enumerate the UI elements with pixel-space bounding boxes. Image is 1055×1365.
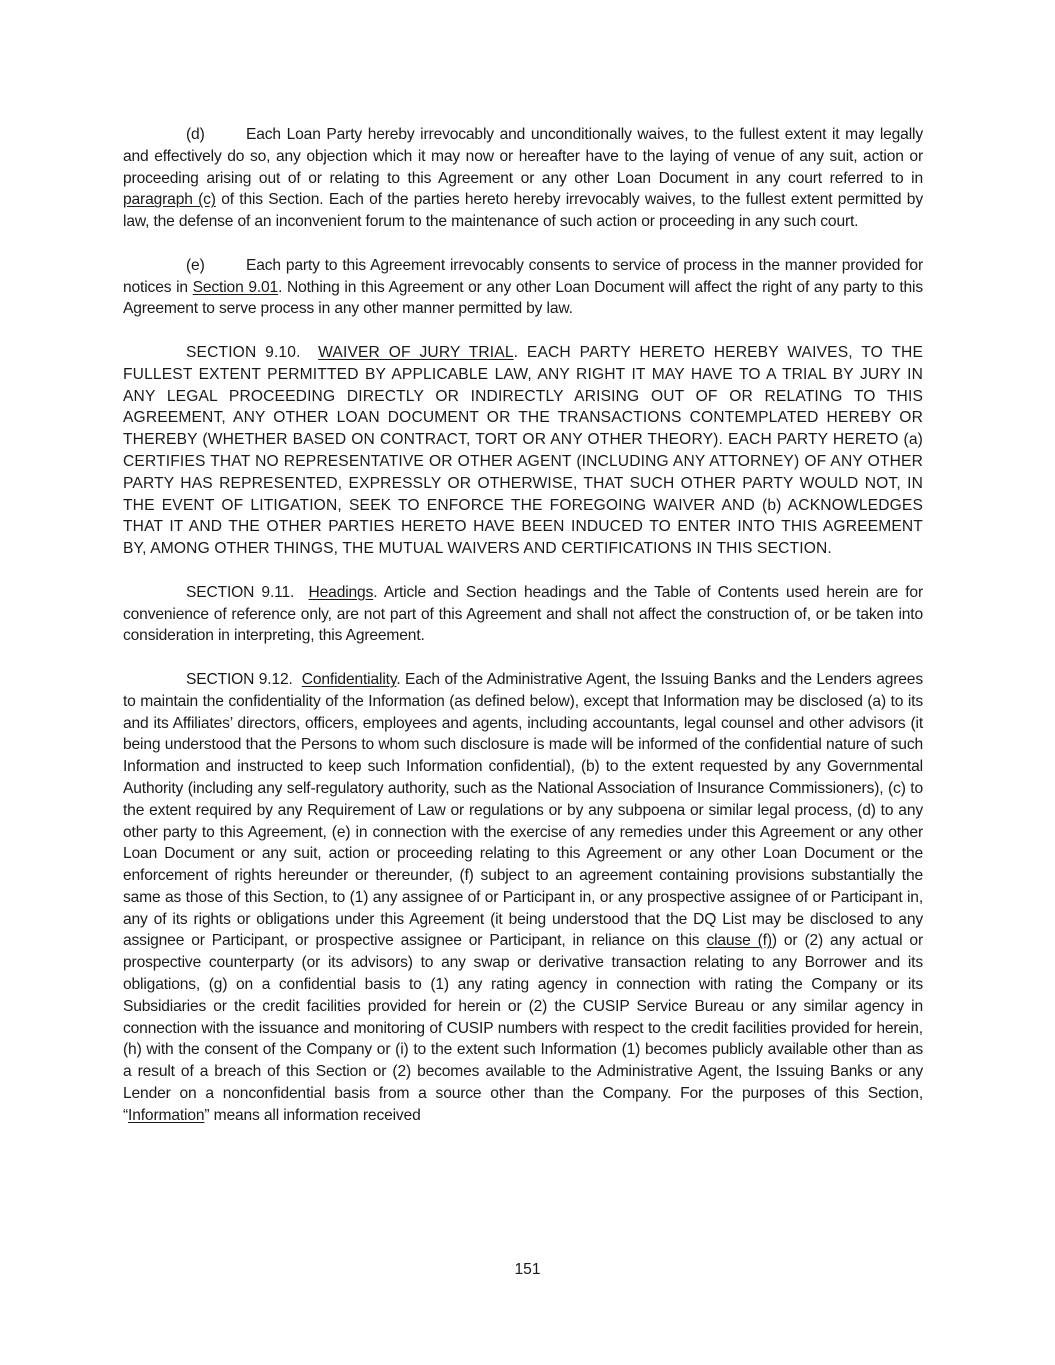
paragraph-d xyxy=(123,124,923,233)
paragraph-e-label: (e) xyxy=(186,256,205,274)
section-9-11-number: SECTION 9.11. xyxy=(186,583,295,601)
section-9-12-text-3: ” means all information received xyxy=(204,1106,421,1124)
paragraph-e-text-1: Each party to this Agreement irrevocably consents to service of process in the manner provided for notices in xyxy=(123,256,923,296)
information-defined-term: Information xyxy=(128,1106,205,1124)
section-9-12-number: SECTION 9.12. xyxy=(186,670,293,688)
section-9-12-heading: Confidentiality xyxy=(301,670,397,688)
clause-f-reference: clause (f) xyxy=(706,932,772,950)
section-9-11-body: . Article and Section headings and the Table of Contents used herein are for convenience of reference only, are not part of this Agreement and shall not affect the construction of, or be taken into consideration in interpreting, this Agreement. xyxy=(123,583,923,645)
paragraph-c-reference: paragraph (c) xyxy=(123,191,216,209)
section-9-10-number: SECTION 9.10. xyxy=(186,343,301,361)
section-9-12 xyxy=(123,669,923,1127)
document-page xyxy=(123,124,923,1148)
section-9-12-text-1: . Each of the Administrative Agent, the Issuing Banks and the Lenders agrees to maintain the confidentiality of the Information (as defined below), except that Information may be disclosed (a) to its and its Affiliates’ directors, officers, employees and agents, including accountants, legal counsel and other advisors (it being understood that the Persons to whom such disclosure is made will be informed of the confidential nature of such Information and instructed to keep such Information confidential), (b) to the extent requested by any Governmental Authority (including any self-regulatory authority, such as the National Association of Insurance Commissioners), (c) to the extent required by any Requirement of Law or regulations or by any subpoena or similar legal process, (d) to any other party to this Agreement, (e) in connection with the exercise of any remedies under this Agreement or any other Loan Document or any suit, action or proceeding relating to this Agreement or any other Loan Document or the enforcement of rights hereunder or thereunder, (f) subject to an agreement containing provisions substantially the same as those of this Section, to (1) any assignee of or Participant in, or any prospective assignee of or Participant in, any of its rights or obligations under this Agreement (it being understood that the DQ List may be disclosed to any assignee or Participant, or prospective assignee or Participant, in reliance on this xyxy=(123,670,923,950)
paragraph-d-text-2: of this Section. Each of the parties hereto hereby irrevocably waives, to the fullest extent permitted by law, the defense of an inconvenient forum to the maintenance of such action or proceeding in any such court. xyxy=(123,191,923,231)
section-9-10-heading: WAIVER OF JURY TRIAL xyxy=(318,343,514,361)
section-9-10-body: . EACH PARTY HERETO HEREBY WAIVES, TO THE FULLEST EXTENT PERMITTED BY APPLICABLE LAW, ANY RIGHT IT MAY HAVE TO A TRIAL BY JURY IN ANY LEGAL PROCEEDING DIRECTLY OR INDIRECTLY ARISING OUT OF OR RELATING TO THIS AGREEMENT, ANY OTHER LOAN DOCUMENT OR THE TRANSACTIONS CONTEMPLATED HEREBY OR THEREBY (WHETHER BASED ON CONTRACT, TORT OR ANY OTHER THEORY). EACH PARTY HERETO (a) CERTIFIES THAT NO REPRESENTATIVE OR OTHER AGENT (INCLUDING ANY ATTORNEY) OF ANY OTHER PARTY HAS REPRESENTED, EXPRESSLY OR OTHERWISE, THAT SUCH OTHER PARTY WOULD NOT, IN THE EVENT OF LITIGATION, SEEK TO ENFORCE THE FOREGOING WAIVER AND (b) ACKNOWLEDGES THAT IT AND THE OTHER PARTIES HERETO HAVE BEEN INDUCED TO ENTER INTO THIS AGREEMENT BY, AMONG OTHER THINGS, THE MUTUAL WAIVERS AND CERTIFICATIONS IN THIS SECTION. xyxy=(123,343,924,558)
section-9-12-text-2: ) or (2) any actual or prospective counterparty (or its advisors) to any swap or derivative transaction relating to any Borrower and its obligations, (g) on a confidential basis to (1) any rating agency in connection with rating the Company or its Subsidiaries or the credit facilities provided for herein or (2) the CUSIP Service Bureau or any similar agency in connection with the issuance and monitoring of CUSIP numbers with respect to the credit facilities provided for herein, (h) with the consent of the Company or (i) to the extent such Information (1) becomes publicly available other than as a result of a breach of this Section or (2) becomes available to the Administrative Agent, the Issuing Banks or any Lender on a nonconfidential basis from a source other than the Company. For the purposes of this Section, “ xyxy=(123,932,923,1124)
paragraph-e-text-2: . Nothing in this Agreement or any other Loan Document will affect the right of any party to this Agreement to serve process in any other manner permitted by law. xyxy=(123,278,923,318)
paragraph-d-label: (d) xyxy=(186,126,205,143)
section-9-11 xyxy=(123,582,923,647)
section-9-10 xyxy=(123,342,923,560)
paragraph-e xyxy=(123,255,923,320)
section-9-01-reference: Section 9.01 xyxy=(192,278,279,296)
section-9-11-heading: Headings xyxy=(308,583,374,601)
paragraph-d-text-1: Each Loan Party hereby irrevocably and unconditionally waives, to the fullest extent it may legally and effectively do so, any objection which it may now or hereafter have to the laying of venue of any suit, action or proceeding arising out of or relating to this Agreement or any other Loan Document in any court referred to in xyxy=(123,126,923,187)
page-number: 151 xyxy=(514,1261,541,1278)
